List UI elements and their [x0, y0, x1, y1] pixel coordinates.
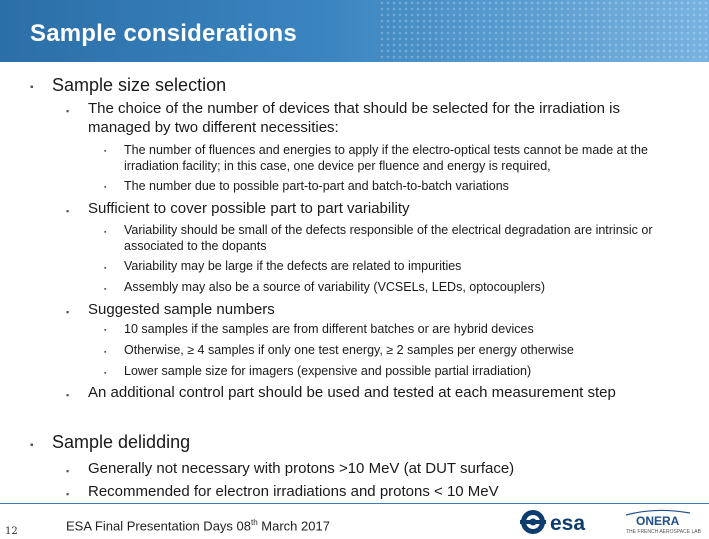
header-texture: [379, 0, 709, 62]
list-item: Recommended for electron irradiations and protons < 10 MeV: [88, 483, 499, 500]
bullet-icon: ▪: [104, 265, 107, 272]
bullet-icon: ▪: [104, 349, 107, 356]
esa-logo-text: esa: [550, 512, 586, 535]
list-item: Sufficient to cover possible part to part variability: [88, 200, 410, 217]
bullet-icon: ▪: [30, 440, 34, 451]
footer-text-main: ESA Final Presentation Days 08: [66, 518, 251, 534]
slide-header: [0, 0, 709, 62]
footer-divider: [0, 503, 709, 504]
footer-text: [66, 518, 330, 533]
section-heading: Sample size selection: [52, 75, 227, 95]
sub-list-item: Variability may be large if the defects are related to impurities: [124, 259, 462, 273]
section-heading: Sample delidding: [52, 432, 191, 452]
sub-list-item: The number of fluences and energies to apply if the electro-optical tests cannot be made at the irradiation facility; in this case, one device per fluence and energy is required,: [124, 143, 648, 173]
slide-title: Sample considerations: [30, 20, 297, 47]
sub-list-item: Assembly may also be a source of variability (VCSELs, LEDs, optocouplers): [124, 280, 546, 294]
bullet-icon: ▪: [66, 466, 70, 476]
page-number: 12: [5, 526, 18, 537]
bullet-icon: ▪: [66, 106, 70, 116]
bullet-icon: ▪: [66, 307, 70, 317]
onera-tagline: THE FRENCH AEROSPACE LAB: [626, 529, 701, 535]
bullet-icon: ▪: [104, 229, 107, 236]
footer-text-sup: th: [251, 518, 258, 527]
bullet-icon: ▪: [66, 390, 70, 400]
onera-logo-text: ONERA: [636, 514, 680, 528]
bullet-icon: ▪: [104, 327, 107, 334]
sub-list-item: Otherwise, ≥ 4 samples if only one test energy, ≥ 2 samples per energy otherwise: [124, 343, 574, 357]
bullet-icon: ▪: [104, 370, 107, 377]
list-item: The choice of the number of devices that should be selected for the irradiation is managed by two different necessities:: [88, 100, 620, 136]
sub-list-item: The number due to possible part-to-part and batch-to-batch variations: [124, 179, 509, 193]
bullet-icon: ▪: [30, 82, 34, 93]
bullet-icon: ▪: [104, 148, 107, 155]
bullet-icon: ▪: [66, 489, 70, 499]
onera-logo: [608, 507, 706, 535]
bullet-icon: ▪: [104, 184, 107, 191]
bullet-icon: ▪: [104, 286, 107, 293]
bullet-icon: ▪: [66, 206, 70, 216]
list-item: Suggested sample numbers: [88, 301, 275, 318]
esa-logo: [518, 507, 596, 537]
list-item: An additional control part should be used and tested at each measurement step: [88, 384, 616, 401]
sub-list-item: Variability should be small of the defects responsible of the electrical degradation are intrinsic or associated to the dopants: [124, 223, 653, 253]
footer-text-date: March 2017: [257, 518, 330, 534]
sub-list-item: Lower sample size for imagers (expensive and possible partial irradiation): [124, 364, 532, 378]
sub-list-item: 10 samples if the samples are from different batches or are hybrid devices: [124, 322, 534, 336]
list-item: Generally not necessary with protons >10 MeV (at DUT surface): [88, 460, 515, 477]
